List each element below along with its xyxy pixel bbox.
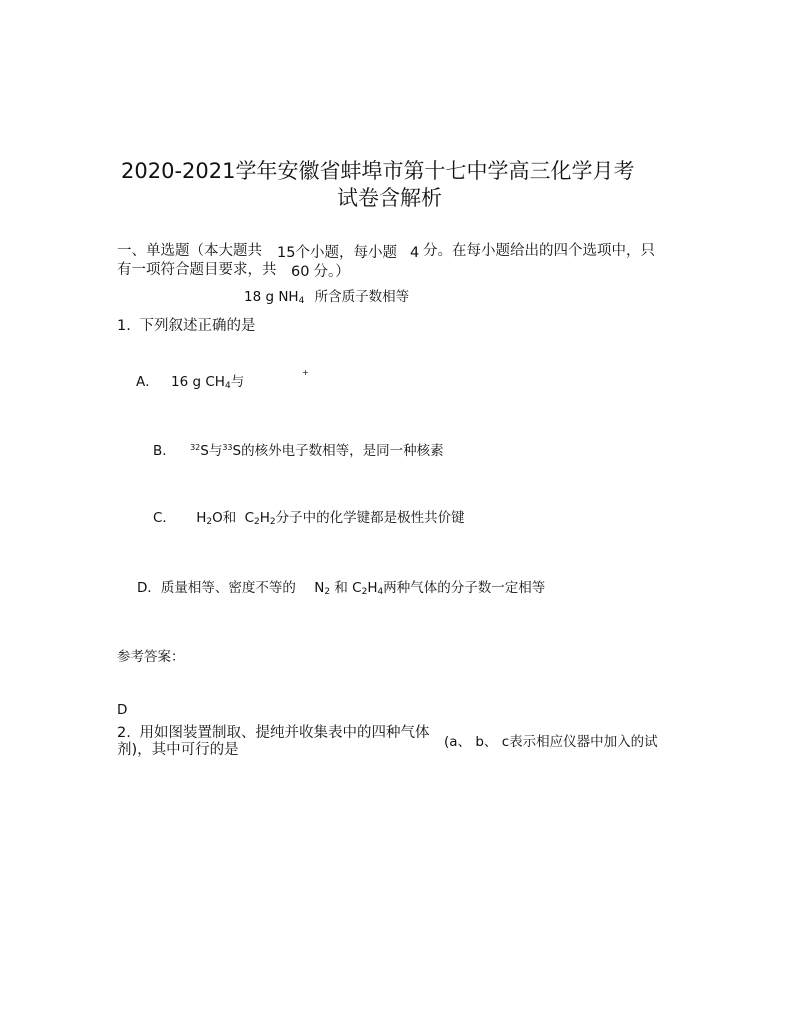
section-num-questions bbox=[277, 244, 397, 262]
subscript: 2 bbox=[206, 517, 213, 527]
answer-value bbox=[117, 702, 127, 719]
section-text: 分。在每小题给出的四个选项中，只 bbox=[423, 243, 655, 259]
option-c bbox=[153, 510, 465, 527]
subscript: 2 bbox=[324, 587, 331, 597]
question-2-stem-line2 bbox=[117, 741, 239, 759]
formula-text: 18 g NH bbox=[244, 289, 299, 305]
option-a bbox=[136, 374, 244, 391]
question-number: 1. bbox=[117, 318, 131, 334]
title-text-line2: 试卷含解析 bbox=[337, 186, 442, 210]
section-points bbox=[410, 244, 419, 262]
formula-text: C bbox=[352, 580, 362, 596]
section-instructions-line2 bbox=[117, 261, 277, 279]
section-instructions-line1 bbox=[117, 242, 262, 260]
q1-overflow-text bbox=[244, 289, 409, 306]
question-number: 2. bbox=[117, 725, 131, 741]
option-text: 16 g CH bbox=[171, 374, 225, 390]
subscript: 2 bbox=[361, 587, 368, 597]
title-text: 学年安徽省蚌埠市第十七中学高三化学月考 bbox=[235, 159, 635, 183]
page-title-line2 bbox=[337, 185, 442, 211]
section-total bbox=[291, 263, 350, 281]
option-text: 与 bbox=[230, 374, 245, 390]
option-text: 两种气体的分子数一定相等 bbox=[383, 580, 546, 596]
answer-label-text: 参考答案： bbox=[117, 649, 185, 665]
subscript: 4 bbox=[298, 296, 305, 306]
question-text: 用如图装置制取、提纯并收集表中的四种气体 bbox=[139, 725, 430, 741]
section-text: 有一项符合题目要求，共 bbox=[117, 262, 277, 278]
option-label: D． bbox=[137, 580, 161, 596]
option-text: 和 bbox=[334, 580, 348, 596]
num-questions: 15 bbox=[277, 245, 296, 261]
points-each: 4 bbox=[410, 245, 420, 261]
total-points: 60 bbox=[291, 264, 310, 280]
formula-text: H bbox=[259, 510, 270, 526]
superscript: 33 bbox=[222, 443, 233, 452]
formula-text: N bbox=[314, 580, 325, 596]
option-text: S与 bbox=[200, 443, 223, 459]
subscript: 2 bbox=[269, 517, 276, 527]
section-text: 一、单选题（本大题共 bbox=[117, 243, 262, 259]
subscript: 4 bbox=[377, 587, 384, 597]
question-text: 下列叙述正确的是 bbox=[139, 318, 256, 334]
section-text: 分。） bbox=[313, 264, 350, 280]
superscript: 32 bbox=[190, 443, 201, 452]
section-instructions-line1b bbox=[423, 242, 655, 260]
option-text: O和 bbox=[212, 510, 237, 526]
option-label: C． bbox=[153, 510, 176, 526]
subscript: 4 bbox=[224, 381, 231, 391]
option-text: S的核外电子数相等，是同一种核素 bbox=[232, 443, 444, 459]
question-2-stem bbox=[117, 724, 429, 742]
option-label: B． bbox=[153, 443, 176, 459]
question-2-right-text bbox=[444, 734, 658, 751]
question-text: 剂)，其中可行的是 bbox=[117, 742, 239, 758]
superscript-plus bbox=[302, 368, 309, 377]
title-year: 2020-2021 bbox=[121, 159, 236, 183]
plus-text: + bbox=[302, 368, 309, 377]
formula-text: C bbox=[244, 510, 254, 526]
question-text: (a、 b、 c表示相应仪器中加入的试 bbox=[444, 734, 658, 750]
overflow-rest: 所含质子数相等 bbox=[314, 289, 410, 305]
section-text: 个小题，每小题 bbox=[295, 245, 397, 261]
option-label: A． bbox=[136, 374, 159, 390]
option-text: 分子中的化学键都是极性共价键 bbox=[275, 510, 465, 526]
formula-text: H bbox=[196, 510, 207, 526]
answer-label bbox=[117, 649, 185, 666]
option-text: 质量相等、密度不等的 bbox=[160, 580, 296, 596]
option-b bbox=[153, 443, 444, 460]
answer-text: D bbox=[117, 702, 128, 718]
page-title-line1 bbox=[121, 158, 634, 184]
question-1-stem bbox=[117, 317, 255, 335]
formula-text: H bbox=[367, 580, 378, 596]
option-d bbox=[137, 580, 545, 597]
subscript: 2 bbox=[254, 517, 260, 527]
